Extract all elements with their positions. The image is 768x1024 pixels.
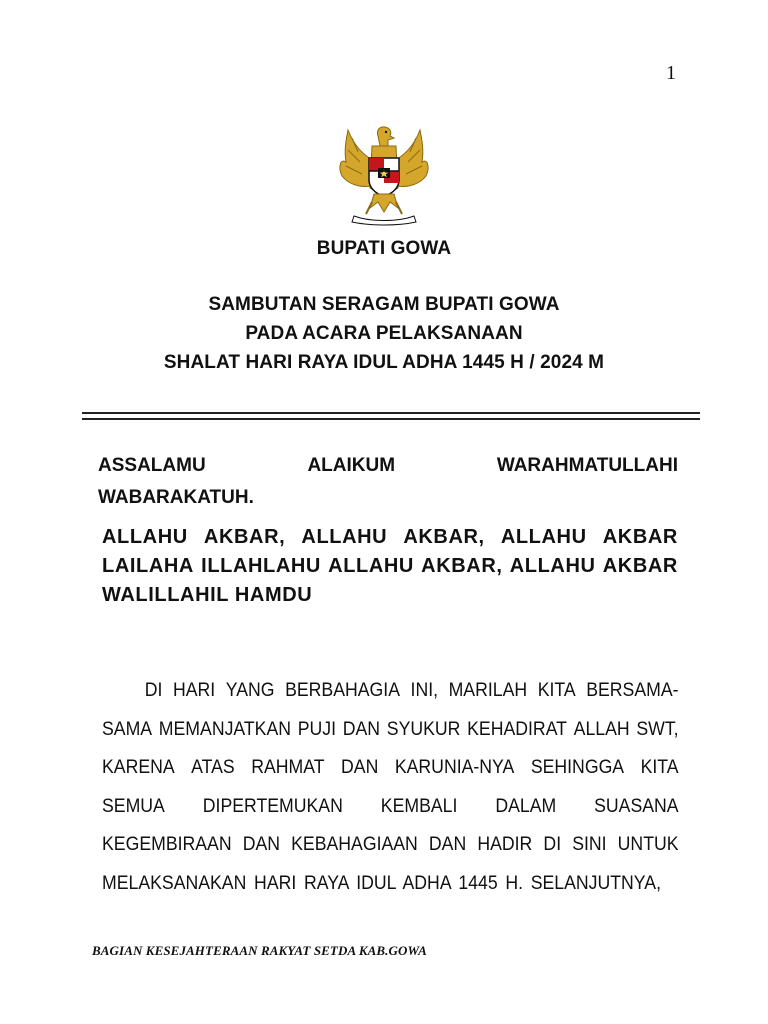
body-word: BERBAHAGIA [285, 680, 400, 701]
body-word: SEHINGGA [530, 757, 625, 779]
body-line [102, 826, 679, 865]
body-word: HARI [172, 680, 216, 701]
body-word: SEMUA [102, 795, 165, 817]
body-word: KEGEMBIRAAN [102, 834, 232, 856]
body-word: DI [144, 680, 163, 701]
body-word: MEMANJATKAN [158, 718, 292, 740]
body-word: DI [543, 834, 562, 856]
body-word: SYUKUR [386, 718, 461, 740]
subtitle-line: SHALAT HARI RAYA IDUL ADHA 1445 H / 2024 M [163, 352, 605, 373]
takbir-word: LAILAHA [102, 555, 194, 577]
body-word: KEHADIRAT [467, 718, 567, 740]
garuda-pancasila-emblem-icon [336, 122, 432, 226]
divider-bottom [82, 418, 700, 420]
body-line [102, 711, 679, 750]
greeting-line: WABARAKATUH. [98, 487, 254, 508]
body-word: ALLAH [573, 718, 630, 740]
body-word: KITA [537, 680, 576, 701]
body-word: RAHMAT [251, 757, 325, 779]
takbir-word: AKBAR [602, 526, 678, 548]
body-word: UNTUK [617, 834, 679, 856]
body-word: KEBAHAGIAAN [291, 834, 418, 856]
takbir-word: AKBAR [602, 555, 678, 577]
body-word: INI, [410, 680, 439, 701]
body-word: KEMBALI [380, 795, 458, 817]
body-word: SUASANA [594, 795, 679, 817]
body-word: BERSAMA- [586, 680, 679, 701]
takbir-word: ALLAHU [301, 526, 388, 548]
document-subtitle [0, 290, 768, 377]
body-word: DAN [428, 834, 467, 856]
takbir-word: AKBAR, [421, 555, 503, 577]
body-word: YANG [225, 680, 275, 701]
body-line [102, 788, 679, 827]
takbir-word: ALLAHU [500, 526, 587, 548]
body-line [102, 749, 679, 788]
greeting-word: ASSALAMU [98, 455, 206, 476]
divider-top [82, 412, 700, 414]
greeting-word: WARAHMATULLAHI [496, 455, 678, 476]
body-word: DIPERTEMUKAN [202, 795, 343, 817]
page-title: BUPATI GOWA [316, 238, 452, 259]
subtitle-line: PADA ACARA PELAKSANAAN [245, 323, 523, 344]
subtitle-line: SAMBUTAN SERAGAM BUPATI GOWA [208, 294, 560, 315]
body-word: DALAM [495, 795, 557, 817]
greeting-word: ALAIKUM [307, 455, 396, 476]
takbir-word: AKBAR, [403, 526, 485, 548]
body-paragraph [102, 672, 679, 904]
body-word: SAMA [102, 718, 153, 740]
takbir-word: ALLAHU [102, 526, 188, 548]
body-word: DAN [242, 834, 281, 856]
body-word: MARILAH [448, 680, 528, 701]
takbir-word: AKBAR, [203, 526, 286, 548]
body-word: KARENA [102, 757, 175, 779]
body-line [102, 672, 679, 711]
takbir-line: WALILLAHIL HAMDU [102, 584, 313, 606]
body-word: ATAS [191, 757, 235, 779]
page-footer: BAGIAN KESEJAHTERAAN RAKYAT SETDA KAB.GOWA [92, 943, 427, 958]
body-word: SWT, [636, 718, 679, 740]
page-number: 1 [666, 62, 676, 84]
takbir-word: ALLAHU [328, 555, 414, 577]
body-word: DAN [341, 757, 379, 779]
body-word: HADIR [477, 834, 533, 856]
body-word: DAN [342, 718, 381, 740]
body-word: SINI [572, 834, 607, 856]
body-line: MELAKSANAKAN HARI RAYA IDUL ADHA 1445 H. SELANJUTNYA, [102, 872, 661, 894]
body-word: KARUNIA-NYA [394, 757, 515, 779]
takbir-paragraph [102, 523, 678, 610]
body-word: PUJI [297, 718, 337, 740]
body-word: KITA [640, 757, 679, 779]
greeting [98, 450, 678, 514]
takbir-word: ILLAHLAHU [201, 555, 321, 577]
takbir-word: ALLAHU [509, 555, 596, 577]
